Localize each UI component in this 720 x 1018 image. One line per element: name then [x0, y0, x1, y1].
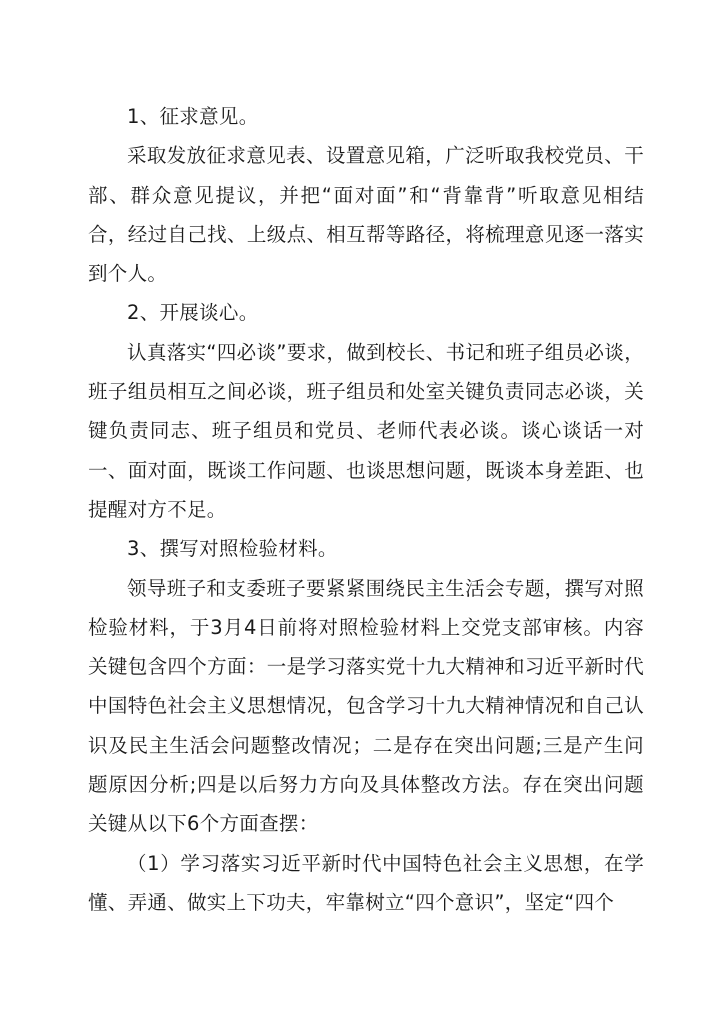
paragraph-item-1: （1）学习落实习近平新时代中国特色社会主义思想，在学懂、弄通、做实上下功夫，牢靠树立“四个意识”，坚定“四个 [88, 851, 644, 914]
paragraph-comparison-materials: 领导班子和支委班子要紧紧围绕民主生活会专题，撰写对照检验材料，于3月4日前将对照检验材料上交党支部审核。内容关键包含四个方面：一是学习落实党十九大精神和习近平新时代中国特色社会主义思想情况，包含学习十九大精神情况和自己认识及民主生活会问题整改情况；二是存在突出问题;三是产生问题原因分析;四是以后努力方向及具体整改方法。存在突出问题关键从以下6个方面查摆： [88, 576, 644, 836]
heading-heart-to-heart-talks: 2、开展谈心。 [127, 301, 259, 325]
heading-comparison-materials: 3、撰写对照检验材料。 [127, 537, 338, 561]
paragraph-solicit-opinions: 采取发放征求意见表、设置意见箱，广泛听取我校党员、干部、群众意见提议，并把“面对面”和“背靠背”听取意见相结合，经过自己找、上级点、相互帮等路径，将梳理意见逐一落实到个人。 [88, 144, 644, 286]
paragraph-heart-to-heart-talks: 认真落实“四必谈”要求，做到校长、书记和班子组员必谈，班子组员相互之间必谈，班子组员和处室关键负责同志必谈，关键负责同志、班子组员和党员、老师代表必谈。谈心谈话一对一、面对面，既谈工作问题、也谈思想问题，既谈本身差距、也提醒对方不足。 [88, 340, 644, 521]
heading-solicit-opinions: 1、征求意见。 [127, 105, 259, 128]
document-body [88, 97, 644, 922]
